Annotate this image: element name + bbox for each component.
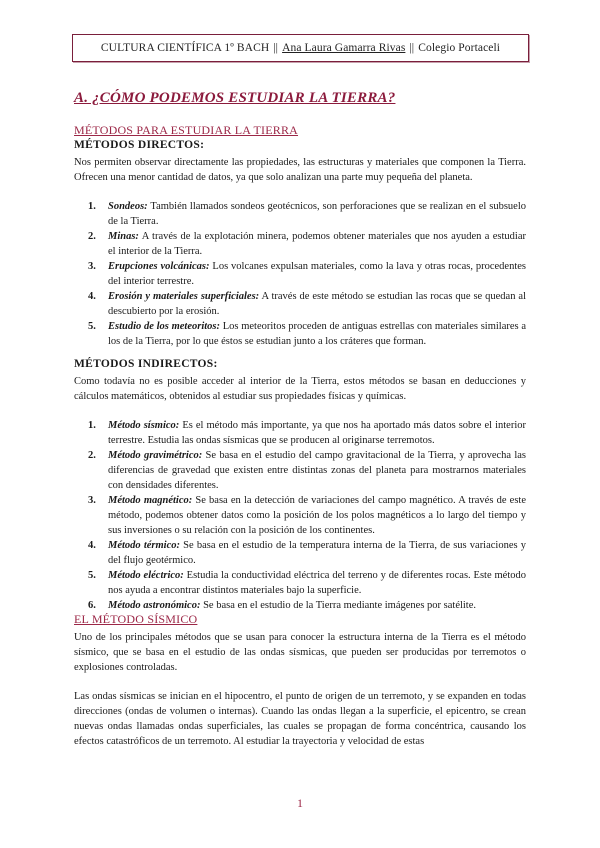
section-title-seismic: EL MÉTODO SÍSMICO — [74, 612, 198, 626]
list-item-number: 3. — [88, 495, 96, 506]
seismic-paragraph-2: Las ondas sísmicas se inician en el hipocentro, el punto de origen de un terremoto, y se expanden en todas direcciones (ondas de volumen o internas). Cuando las ondas llegan a la superficie, el epicentro, se crean nuevas ondas llamadas ondas superficiales, las cuales se propagan de forma concéntrica, causando los efectos catastróficos de un terremoto. Al estudiar la trayectoria y velocidad de estas — [74, 691, 526, 747]
list-item — [74, 568, 526, 598]
list-item-term: Método térmico: — [108, 540, 180, 551]
header-separator: || — [273, 42, 279, 54]
header-course: CULTURA CIENTÍFICA 1º BACH — [100, 42, 270, 54]
indirect-methods-heading: MÉTODOS INDIRECTOS: — [74, 358, 218, 370]
list-item — [74, 259, 526, 289]
list-item-text: Se basa en el estudio de la Tierra mediante imágenes por satélite. — [200, 600, 477, 611]
list-item — [74, 229, 526, 259]
header-separator: || — [409, 42, 415, 54]
list-item — [74, 598, 526, 613]
list-item-term: Método magnético: — [108, 495, 193, 506]
seismic-paragraph-1: Uno de los principales métodos que se usan para conocer la estructura interna de la Tierra es el método sísmico, que se basa en el estudio de las ondas sísmicas, que pueden ser producidas por terremotos o explosiones controladas. — [74, 632, 526, 673]
header-author: Ana Laura Gamarra Rivas — [282, 42, 406, 54]
list-item-term: Estudio de los meteoritos: — [108, 321, 221, 332]
page-title: A. ¿CÓMO PODEMOS ESTUDIAR LA TIERRA? — [74, 90, 396, 106]
header-school: Colegio Portaceli — [418, 42, 501, 54]
list-item-text: Los meteoritos proceden de antiguas estrellas con materiales similares a los de la Tierra, por lo que éstos se estudian junto a los cráteres que forman. — [108, 321, 526, 347]
list-item — [74, 448, 526, 493]
document-header — [72, 34, 529, 62]
list-item-text: Es el método más importante, ya que nos ha aportado más datos sobre el interior terrestre. Estudia las ondas sísmicas que se producen al originarse terremotos. — [108, 420, 526, 446]
list-item-number: 2. — [88, 231, 96, 242]
list-item-number: 1. — [88, 201, 96, 212]
list-item-term: Erosión y materiales superficiales: — [108, 291, 260, 302]
list-item-text: A través de la explotación minera, podemos obtener materiales que nos ayuden a estudiar el interior de la Tierra. — [108, 231, 526, 257]
list-item-term: Erupciones volcánicas: — [108, 261, 210, 272]
list-item-term: Minas: — [108, 231, 139, 242]
section-title-methods: MÉTODOS PARA ESTUDIAR LA TIERRA — [74, 123, 299, 137]
list-item-text: Se basa en el estudio de la temperatura interna de la Tierra, de sus variaciones y del flujo geotérmico. — [108, 540, 527, 566]
list-item-number: 5. — [88, 321, 96, 332]
list-item-number: 6. — [88, 600, 96, 611]
direct-methods-heading: MÉTODOS DIRECTOS: — [74, 139, 205, 151]
list-item — [74, 289, 526, 319]
direct-methods-intro: Nos permiten observar directamente las propiedades, las estructuras y materiales que componen la Tierra. Ofrecen una menor cantidad de datos, ya que solo analizan una parte muy pequeña del planeta. — [74, 157, 526, 183]
list-item-text: También llamados sondeos geotécnicos, son perforaciones que se realizan en el subsuelo de la Tierra. — [108, 201, 526, 227]
list-item — [74, 493, 526, 538]
list-item-number: 3. — [88, 261, 96, 272]
list-item-term: Método eléctrico: — [108, 570, 184, 581]
indirect-methods-intro: Como todavía no es posible acceder al interior de la Tierra, estos métodos se basan en deducciones y cálculos matemáticos, obtenidos al estudiar sus propiedades físicas y químicas. — [74, 376, 526, 402]
list-item-number: 4. — [88, 540, 96, 551]
list-item-number: 1. — [88, 420, 96, 431]
list-item-term: Método gravimétrico: — [108, 450, 203, 461]
list-item-term: Sondeos: — [108, 201, 148, 212]
list-item — [74, 538, 526, 568]
list-item-number: 5. — [88, 570, 96, 581]
list-item-text: Estudia la conductividad eléctrica del terreno y de diferentes rocas. Este método nos ayuda a encontrar distintos materiales bajo la superficie. — [108, 570, 526, 596]
list-item-text: Se basa en la detección de variaciones del campo magnético. A través de este método, podemos obtener datos como la posición de los polos magnéticos a lo largo del tiempo y sus inversiones o su relación con la posición de los continentes. — [108, 495, 526, 536]
list-item — [74, 319, 526, 349]
list-item-text: Se basa en el estudio del campo gravitacional de la Tierra, y aprovecha las diferencias de gravedad que existen entre distintas zonas del planeta para mostrarnos materiales con densidades diferentes. — [108, 450, 526, 491]
list-item-text: Los volcanes expulsan materiales, como la lava y otras rocas, procedentes del interior terrestre. — [108, 261, 526, 287]
list-item-number: 4. — [88, 291, 96, 302]
direct-methods-list — [74, 199, 526, 349]
page-number: 1 — [297, 796, 303, 810]
list-item — [74, 199, 526, 229]
list-item-term: Método astronómico: — [108, 600, 201, 611]
list-item-number: 2. — [88, 450, 96, 461]
list-item-text: A través de este método se estudian las rocas que se quedan al descubierto por la erosión. — [108, 291, 526, 317]
list-item — [74, 418, 526, 448]
list-item-term: Método sísmico: — [108, 420, 180, 431]
indirect-methods-list — [74, 418, 526, 613]
